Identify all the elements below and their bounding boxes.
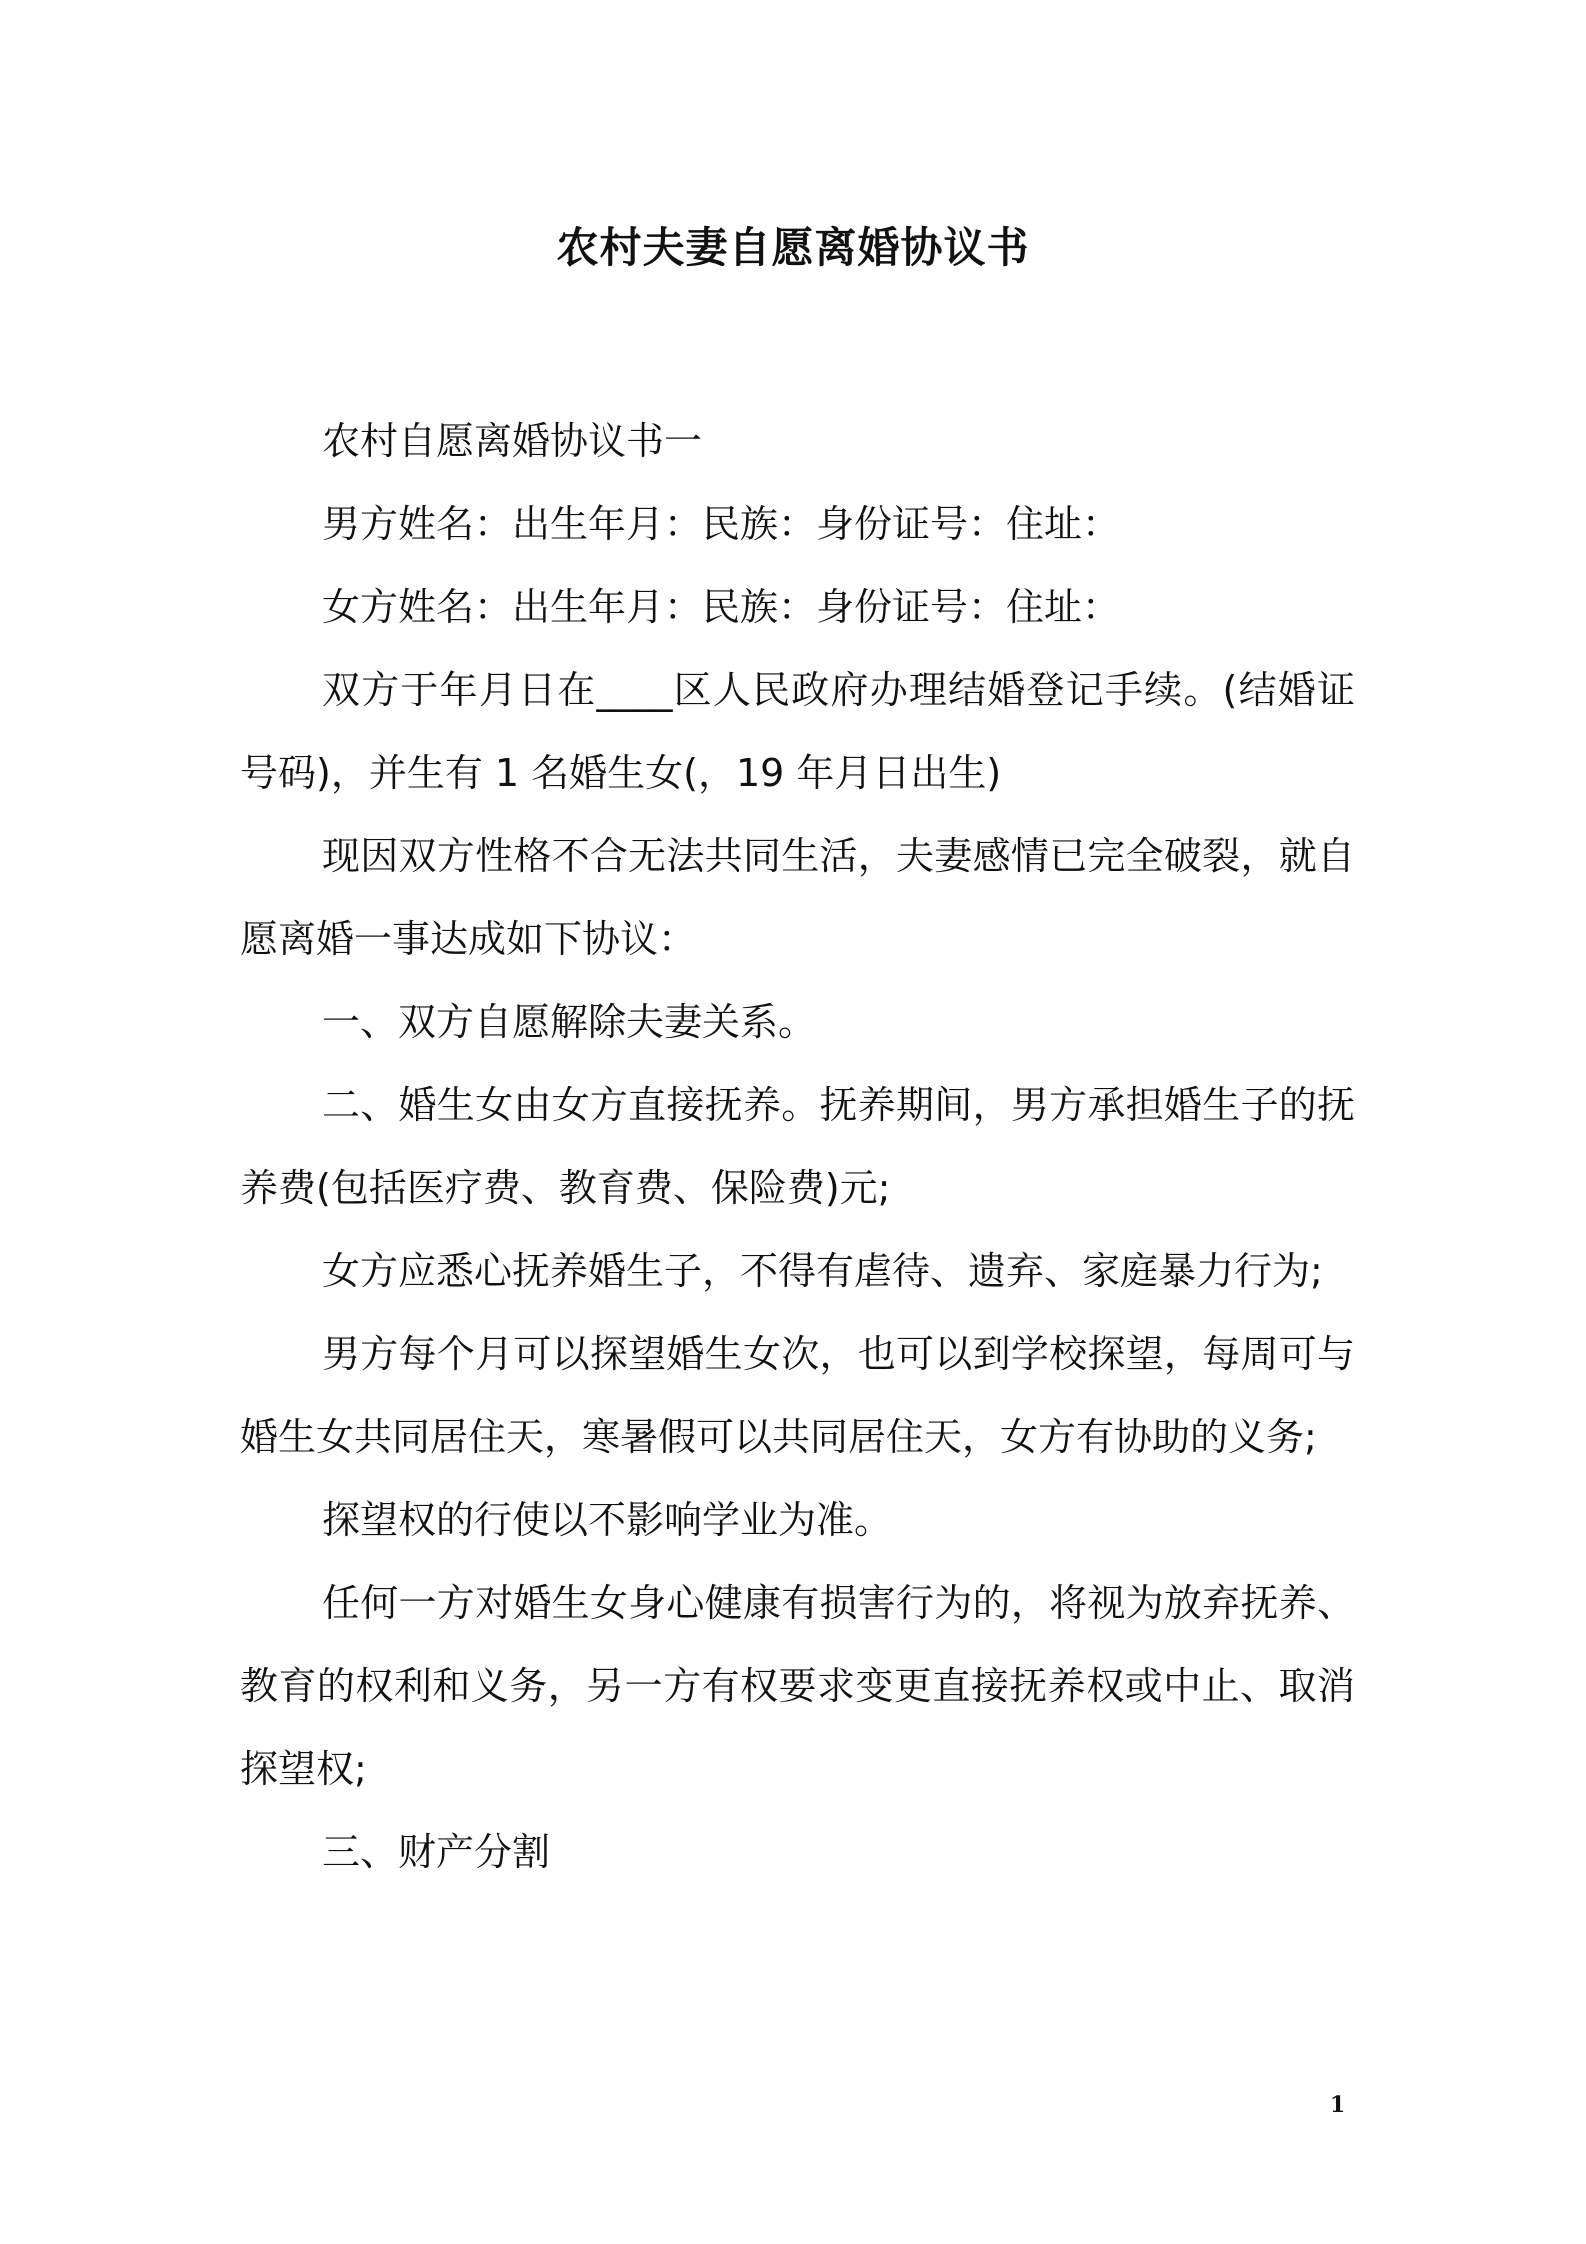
paragraph-female-info: 女方姓名：出生年月：民族：身份证号：住址：	[322, 585, 1121, 629]
page-number: 1	[1330, 2092, 1346, 2118]
paragraph-agreement-subtitle: 农村自愿离婚协议书一	[322, 419, 703, 463]
paragraph-clause-three: 三、财产分割	[322, 1830, 551, 1874]
document-body	[240, 400, 1355, 1894]
paragraph-clause-two: 二、婚生女由女方直接抚养。抚养期间，男方承担婚生子的抚养费(包括医疗费、教育费、保险费)元;	[240, 1083, 1355, 1210]
document-title: 农村夫妻自愿离婚协议书	[556, 223, 1030, 272]
paragraph-marriage-registration: 双方于年月日在____区人民政府办理结婚登记手续。(结婚证号码)，并生有 1 名婚生女(，19 年月日出生)	[240, 668, 1355, 795]
paragraph-divorce-reason: 现因双方性格不合无法共同生活，夫妻感情已完全破裂，就自愿离婚一事达成如下协议：	[240, 834, 1355, 961]
paragraph-mother-duty: 女方应悉心抚养婚生子，不得有虐待、遗弃、家庭暴力行为;	[322, 1249, 1323, 1293]
paragraph-visitation: 男方每个月可以探望婚生女次，也可以到学校探望，每周可与婚生女共同居住天，寒暑假可以共同居住天，女方有协助的义务;	[240, 1332, 1355, 1459]
paragraph-visitation-limit: 探望权的行使以不影响学业为准。	[322, 1498, 893, 1542]
paragraph-harm-clause: 任何一方对婚生女身心健康有损害行为的，将视为放弃抚养、教育的权利和义务，另一方有权要求变更直接抚养权或中止、取消探望权;	[240, 1581, 1355, 1791]
paragraph-male-info: 男方姓名：出生年月：民族：身份证号：住址：	[322, 502, 1121, 546]
paragraph-clause-one: 一、双方自愿解除夫妻关系。	[322, 1000, 817, 1044]
